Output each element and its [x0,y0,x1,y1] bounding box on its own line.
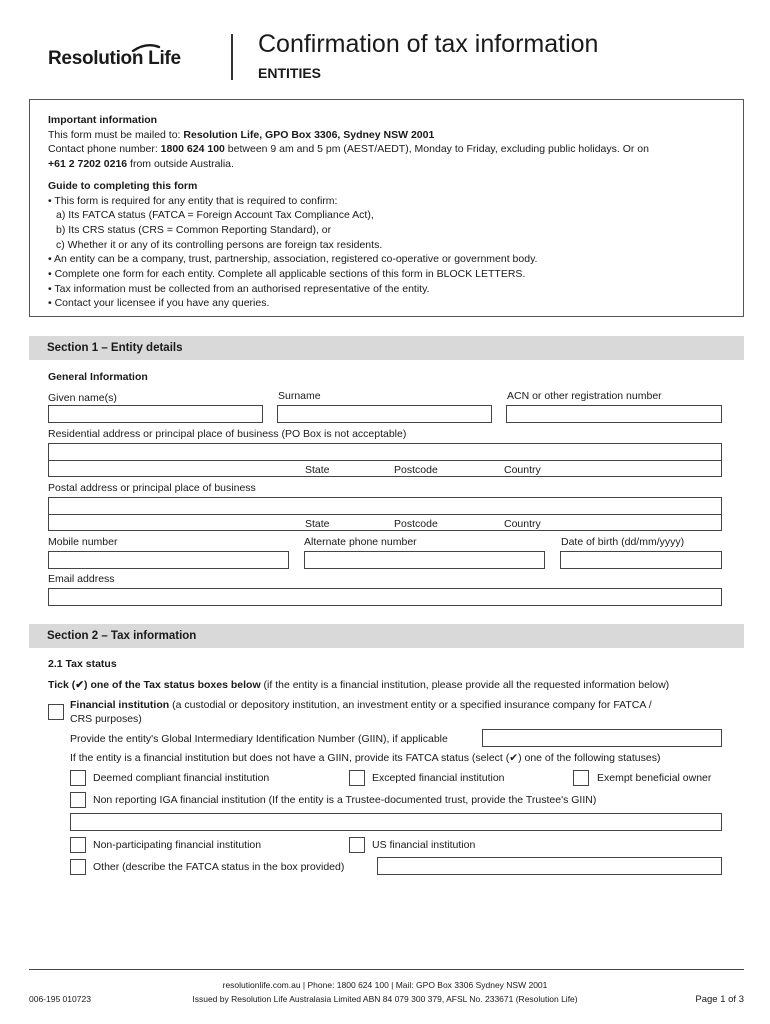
guide-item: • Tax information must be collected from an authorised representative of the entity. [48,282,430,295]
residential-state-label: State [305,464,330,476]
given-names-field[interactable] [48,405,263,423]
alt-phone-label: Alternate phone number [304,536,417,548]
tick-instruction [48,679,669,691]
email-field[interactable] [48,588,722,606]
residential-country-label: Country [504,464,541,476]
other-fatca-field[interactable] [377,857,722,875]
us-fi-label: US financial institution [372,839,476,851]
tax-status-heading: 2.1 Tax status [48,658,117,670]
excepted-fi-checkbox[interactable] [349,770,365,786]
phone-number: 1800 624 100 [160,143,225,156]
guide-heading: Guide to completing this form [48,179,198,192]
non-participating-fi-checkbox[interactable] [70,837,86,853]
guide-item: • This form is required for any entity that is required to confirm: [48,194,338,207]
mobile-label: Mobile number [48,536,118,548]
financial-institution-bold: Financial institution [70,699,170,711]
guide-item: b) Its CRS status (CRS = Common Reporting Standard), or [56,223,332,236]
guide-item: c) Whether it or any of its controlling persons are foreign tax residents. [56,238,383,251]
giin-prompt: Provide the entity's Global Intermediary Identification Number (GIIN), if applicable [70,733,448,745]
page-title: Confirmation of tax information [258,30,599,58]
page-subtitle: ENTITIES [258,65,322,81]
exempt-beneficial-owner-checkbox[interactable] [573,770,589,786]
important-information-box [29,99,744,317]
tick-instruction-rest: (if the entity is a financial institution, please provide all the requested information below) [260,679,670,691]
acn-label: ACN or other registration number [507,390,662,402]
guide-item: • Contact your licensee if you have any queries. [48,297,270,310]
non-participating-fi-label: Non-participating financial institution [93,839,262,851]
footer-contact-line: resolutionlife.com.au | Phone: 1800 624 100 | Mail: GPO Box 3306 Sydney NSW 2001 [222,980,548,990]
surname-field[interactable] [277,405,492,423]
financial-institution-checkbox[interactable] [48,704,64,720]
logo-text: Resolution Life [48,48,181,69]
non-reporting-iga-label: Non reporting IGA financial institution (If the entity is a Trustee-documented trust, provide the Trustee's GIIN) [93,794,597,806]
postal-state-label: State [305,518,330,530]
mail-address: Resolution Life, GPO Box 3306, Sydney NSW 2001 [183,128,435,141]
section-1-header: Section 1 – Entity details [29,336,744,360]
section-2-header: Section 2 – Tax information [29,624,744,648]
footer-form-code: 006-195 010723 [29,994,91,1004]
mobile-field[interactable] [48,551,289,569]
resolution-life-logo [48,44,210,74]
excepted-fi-label: Excepted financial institution [372,772,505,784]
phone-prefix: Contact phone number: [48,143,161,156]
postal-address-field[interactable] [48,497,722,531]
email-label: Email address [48,573,115,585]
dob-field[interactable] [560,551,722,569]
phone-suffix: between 9 am and 5 pm (AEST/AEDT), Monday to Friday, excluding public holidays. Or on [224,143,649,156]
other-fatca-label: Other (describe the FATCA status in the box provided) [93,861,345,873]
general-information-heading: General Information [48,371,148,383]
footer-page-number: Page 1 of 3 [695,994,744,1005]
residential-address-label: Residential address or principal place of business (PO Box is not acceptable) [48,428,407,440]
footer-rule [29,969,744,970]
deemed-compliant-label: Deemed compliant financial institution [93,772,270,784]
financial-institution-desc-2: CRS purposes) [70,713,142,725]
header-divider [231,34,233,80]
us-fi-checkbox[interactable] [349,837,365,853]
non-reporting-iga-checkbox[interactable] [70,792,86,808]
info-heading: Important information [48,114,158,126]
given-names-label: Given name(s) [48,392,117,404]
phone-line [48,142,725,157]
intl-phone-line [48,157,725,172]
postal-country-label: Country [504,518,541,530]
postal-address-label: Postal address or principal place of business [48,482,256,494]
guide-item: • Complete one form for each entity. Complete all applicable sections of this form in BLOCK LETTERS. [48,268,526,281]
financial-institution-label [70,698,726,712]
tick-instruction-bold: Tick (✔) one of the Tax status boxes below [48,679,261,691]
no-giin-instruction: If the entity is a financial institution but does not have a GIIN, provide its FATCA status (select (✔) one of the following statuses) [70,752,661,764]
residential-address-field[interactable] [48,443,722,477]
postal-postcode-label: Postcode [394,518,438,530]
surname-label: Surname [278,390,321,402]
dob-label: Date of birth (dd/mm/yyyy) [561,536,685,548]
mail-line [48,128,725,143]
mail-prefix: This form must be mailed to: [48,128,184,141]
guide-item: • An entity can be a company, trust, partnership, association, registered co-operative or government body. [48,253,538,266]
acn-field[interactable] [506,405,722,423]
deemed-compliant-checkbox[interactable] [70,770,86,786]
trustee-giin-field[interactable] [70,813,722,831]
logo-swoosh-icon [131,44,161,52]
alt-phone-field[interactable] [304,551,545,569]
exempt-beneficial-owner-label: Exempt beneficial owner [597,772,712,784]
guide-item: a) Its FATCA status (FATCA = Foreign Account Tax Compliance Act), [56,209,374,222]
footer-issued-by: Issued by Resolution Life Australasia Limited ABN 84 079 300 379, AFSL No. 233671 (Resolution Life) [192,994,578,1004]
intl-number: +61 2 7202 0216 [48,158,128,171]
financial-institution-desc: (a custodial or depository institution, an investment entity or a specified insurance company for FATCA / [169,699,652,711]
giin-field[interactable] [482,729,722,747]
other-fatca-checkbox[interactable] [70,859,86,875]
residential-postcode-label: Postcode [394,464,438,476]
intl-suffix: from outside Australia. [127,158,234,171]
